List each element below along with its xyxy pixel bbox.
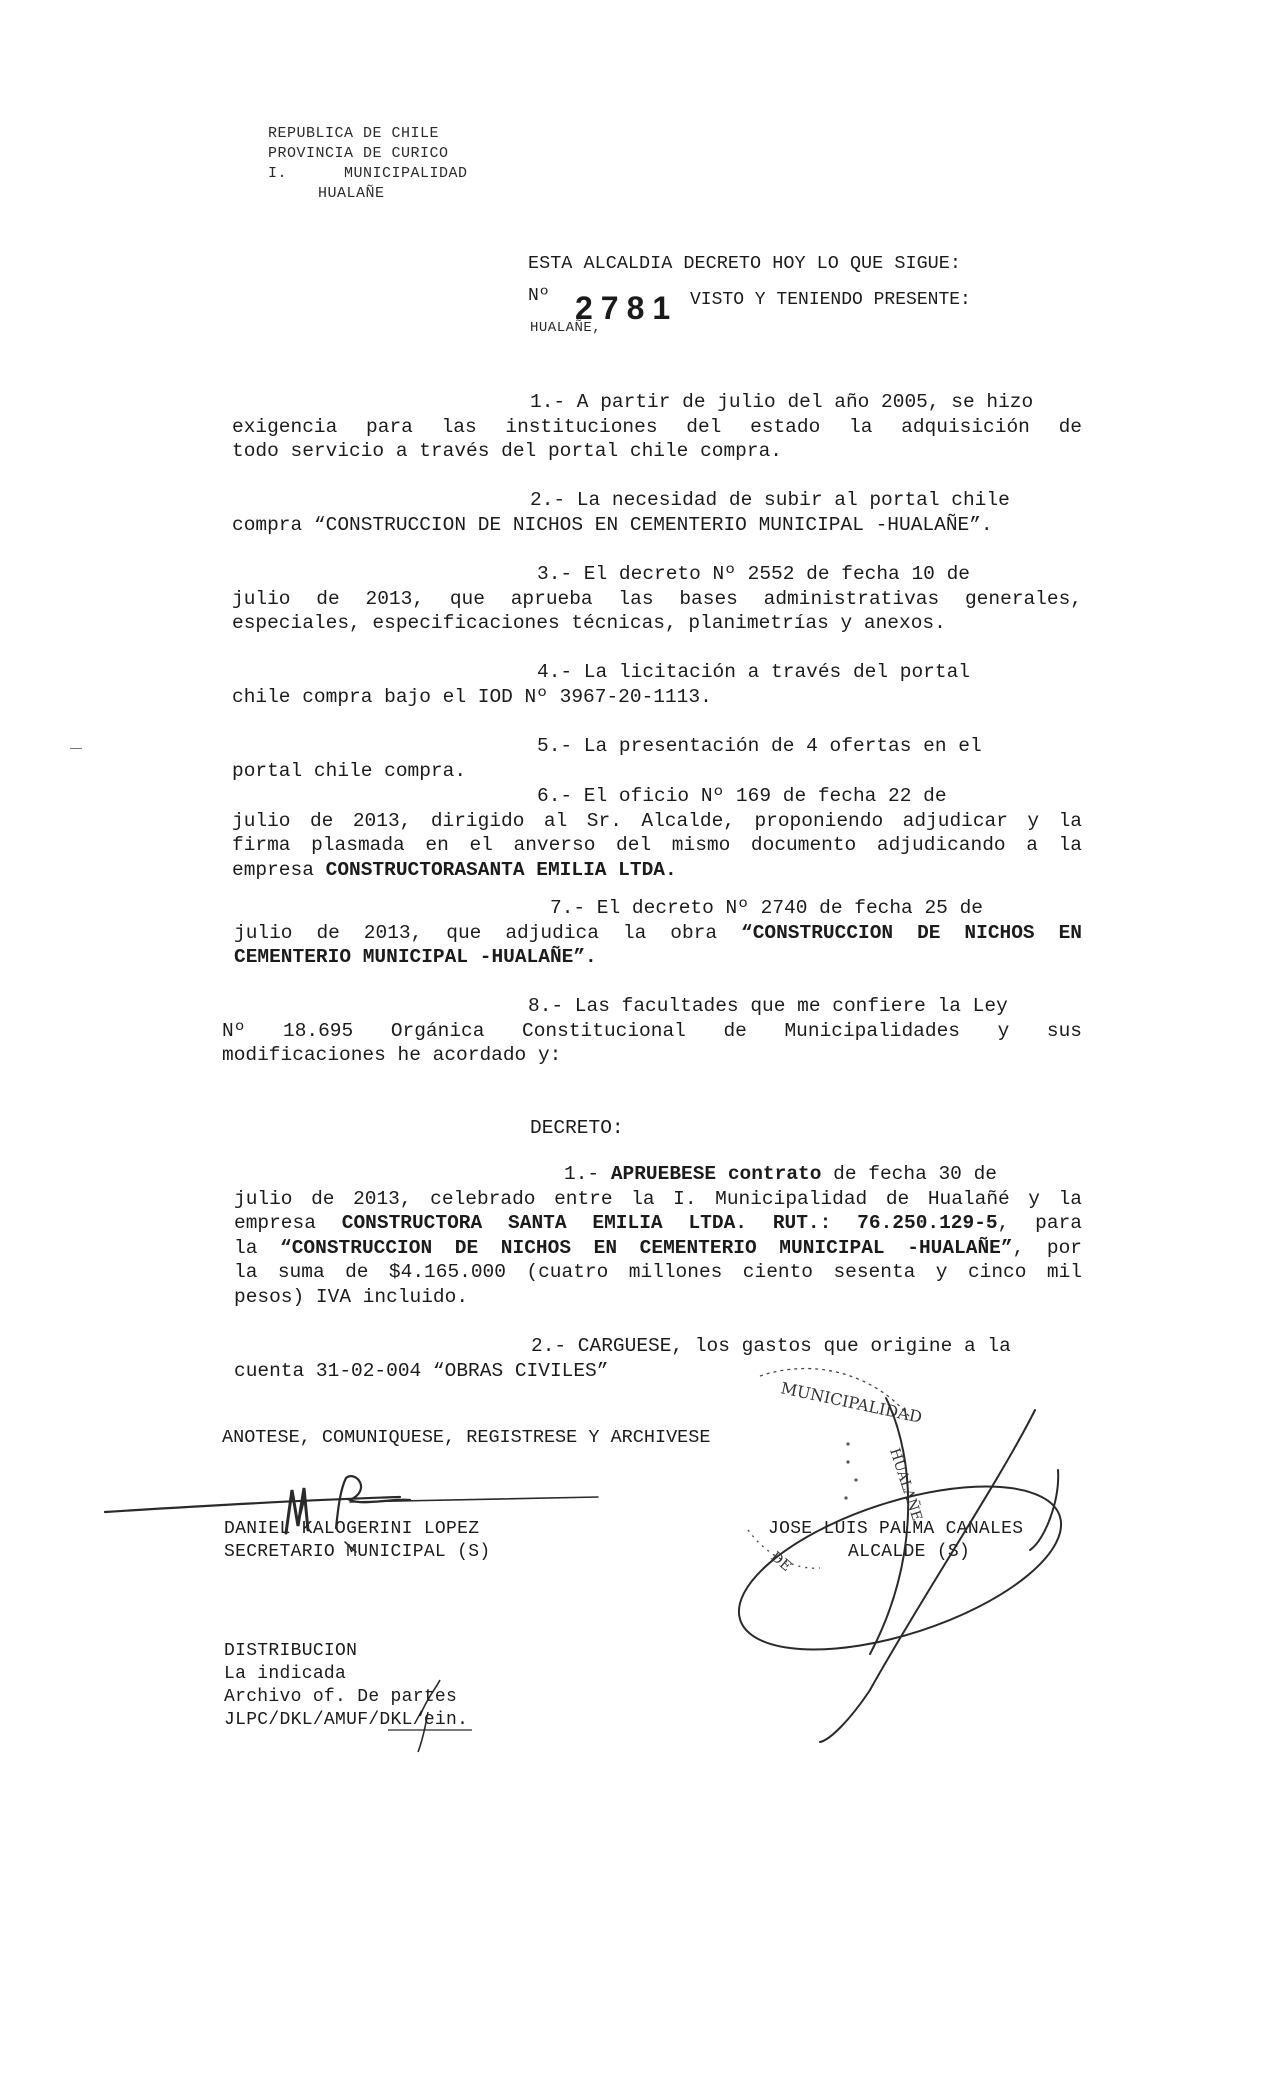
consideration-8: 8.- Las facultades que me confiere la Ley Nº 18.695 Orgánica Constitucional de Municipalidades y sus modificaciones he acordado y: xyxy=(222,995,1082,1066)
consideration-5: 5.- La presentación de 4 ofertas en el portal chile compra. xyxy=(232,735,982,782)
mayor-name: JOSE LUIS PALMA CANALES xyxy=(768,1519,1024,1539)
consideration-4: 4.- La licitación a través del portal chile compra bajo el IOD Nº 3967-20-1113. xyxy=(232,661,970,708)
secretary-name: DANIEL KALOGERINI LOPEZ xyxy=(224,1519,480,1539)
secretary-signature xyxy=(105,1476,598,1552)
letterhead-country: REPUBLICA DE CHILE xyxy=(268,125,440,142)
decree-place: HUALAÑE, xyxy=(530,320,602,336)
consideration-3: 3.- El decreto Nº 2552 de fecha 10 de julio de 2013, que aprueba las bases administrativas generales, especiales, especificaciones técnicas, planimetrías y anexos. xyxy=(232,563,1082,634)
letterhead-town: HUALAÑE xyxy=(318,185,385,202)
distribution-line-2: Archivo of. De partes xyxy=(224,1687,458,1707)
decreto-item-2: 2.- CARGUESE, los gastos que origine a la cuenta 31-02-004 “OBRAS CIVILES” xyxy=(234,1335,1011,1382)
decree-number-label: Nº xyxy=(528,286,550,306)
letterhead-prefix: I. xyxy=(268,165,288,182)
stamp-text-top: MUNICIPALIDAD xyxy=(779,1378,924,1427)
closing-formula: ANOTESE, COMUNIQUESE, REGISTRESE Y ARCHIVESE xyxy=(222,1427,711,1448)
distribution-line-3: JLPC/DKL/AMUF/DKL/ein. xyxy=(224,1710,469,1730)
distribution-block xyxy=(224,1640,468,1732)
decree-announcement: ESTA ALCALDIA DECRETO HOY LO QUE SIGUE: xyxy=(528,253,961,274)
consideration-6: 6.- El oficio Nº 169 de fecha 22 de julio de 2013, dirigido al Sr. Alcalde, proponiendo adjudicar y la firma plasmada en el anverso del mismo documento adjudicando a la empresa CONSTRUCTORASANTA EMILIA LTDA. xyxy=(232,785,1082,881)
distribution-title: DISTRIBUCION xyxy=(224,1641,358,1661)
letterhead-province: PROVINCIA DE CURICO xyxy=(268,145,449,162)
decree-number: 2781 xyxy=(575,290,679,326)
consideration-2: 2.- La necesidad de subir al portal chile compra “CONSTRUCCION DE NICHOS EN CEMENTERIO MUNICIPAL -HUALAÑE”. xyxy=(232,489,1010,536)
consideration-7: 7.- El decreto Nº 2740 de fecha 25 de julio de 2013, que adjudica la obra “CONSTRUCCION DE NICHOS EN CEMENTERIO MUNICIPAL -HUALAÑE”. xyxy=(234,897,1082,968)
stamp-dots xyxy=(844,1442,857,1499)
visto-heading: VISTO Y TENIENDO PRESENTE: xyxy=(690,290,971,310)
stamp-text-side: HUALAÑE xyxy=(886,1446,925,1524)
stamp-text-bottom: DE xyxy=(767,1548,795,1575)
mayor-title: ALCALDE (S) xyxy=(848,1542,971,1562)
consideration-1: 1.- A partir de julio del año 2005, se hizo exigencia para las instituciones del estado la adquisición de todo servicio a través del portal chile compra. xyxy=(232,391,1082,462)
decreto-heading: DECRETO: xyxy=(530,1117,624,1139)
letterhead-name: MUNICIPALIDAD xyxy=(344,165,468,182)
decreto-item-1: 1.- APRUEBESE contrato de fecha 30 de julio de 2013, celebrado entre la I. Municipalidad de Hualañé y la empresa CONSTRUCTORA SANTA EMILIA LTDA. RUT.: 76.250.129-5, para la “CONSTRUCCION DE NICHOS EN CEMENTERIO MUNICIPAL -HUALAÑE”, por la suma de $4.165.000 (cuatro millones ciento sesenta y cinco mil pesos) IVA incluido. xyxy=(234,1163,1082,1308)
distribution-line-1: La indicada xyxy=(224,1664,347,1684)
awarded-company: CONSTRUCTORASANTA EMILIA LTDA. xyxy=(325,858,677,881)
secretary-title: SECRETARIO MUNICIPAL (S) xyxy=(224,1542,491,1562)
